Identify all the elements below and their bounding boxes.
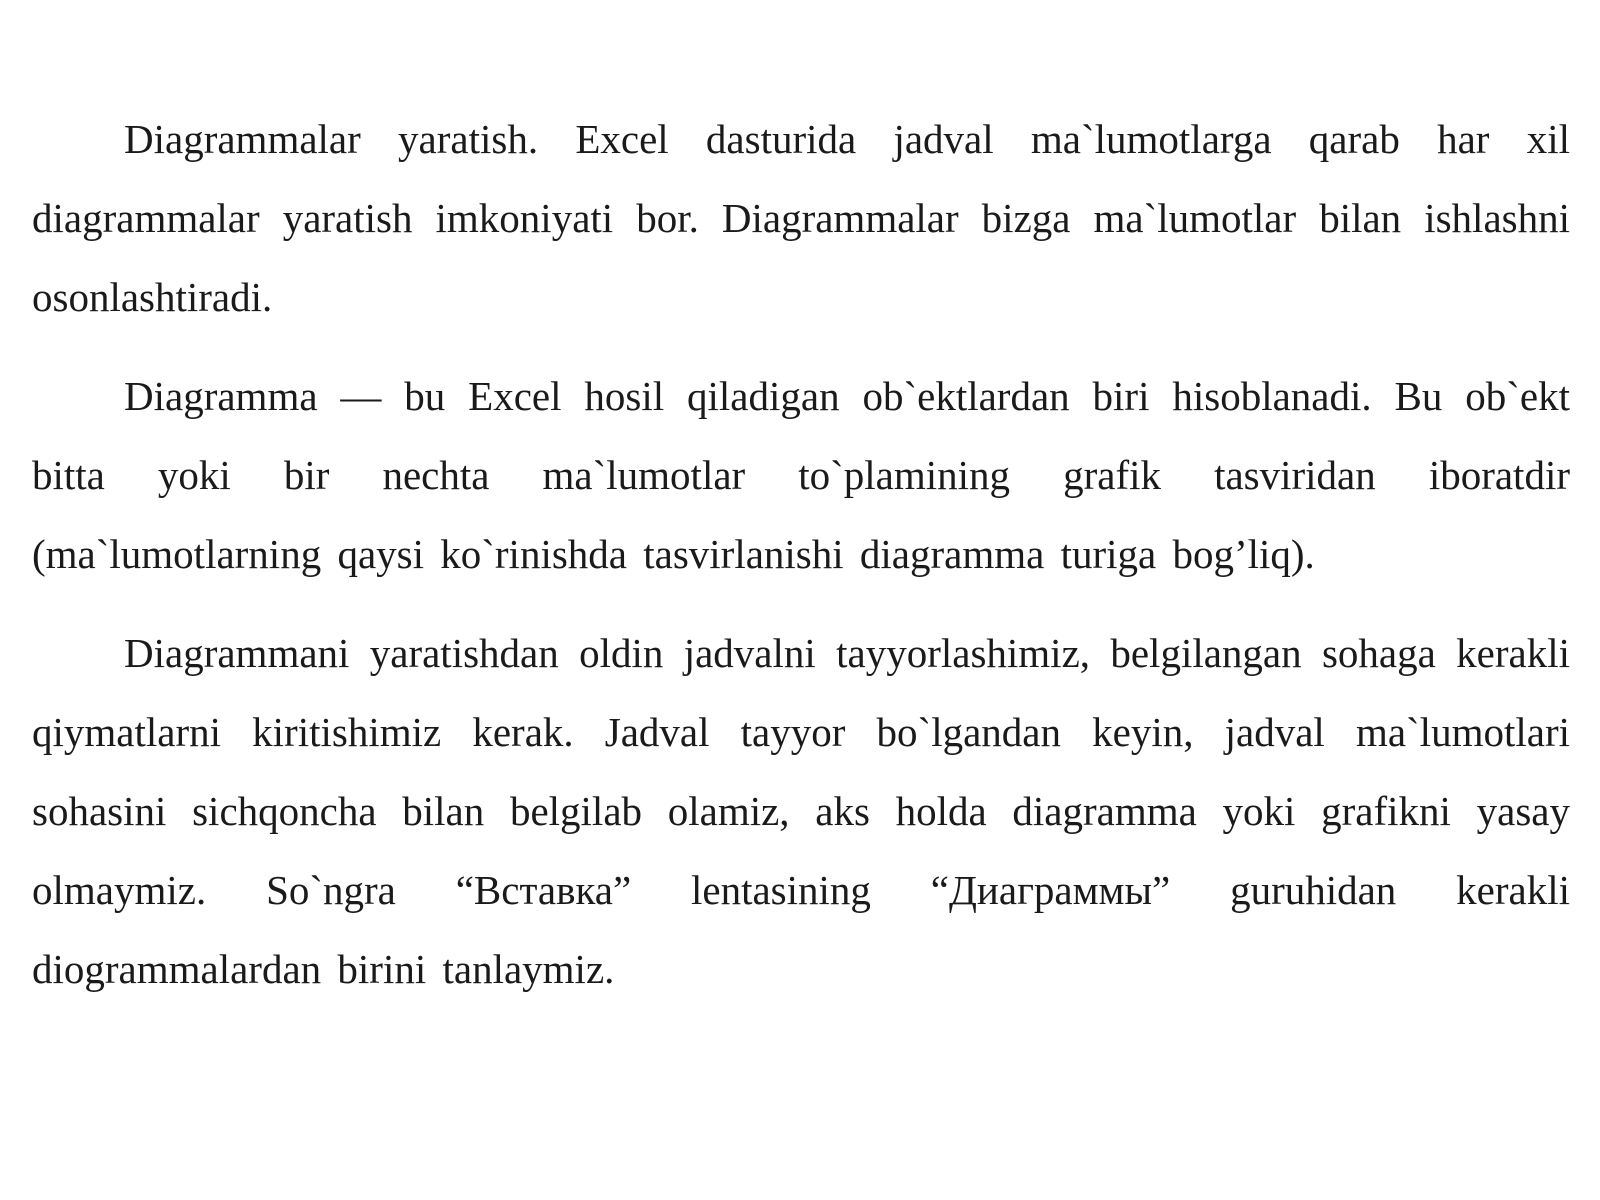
paragraph-diagram-creation: Diagrammalar yaratish. Excel dasturida jadval ma`lumotlarga qarab har xil diagrammalar yaratish imkoniyati bor. Diagrammalar bizga ma`lumotlar bilan ishlashni osonlashtiradi.: [32, 116, 1570, 320]
paragraph-diagram-definition: Diagramma — bu Excel hosil qiladigan ob`ektlardan biri hisoblanadi. Bu ob`ekt bitta yoki bir nechta ma`lumotlar to`plamining grafik tasviridan iboratdir (ma`lumotlarning qaysi ko`rinishda tasvirlanishi diagramma turiga bog’liq).: [32, 373, 1570, 577]
paragraph-diagram-steps: Diagrammani yaratishdan oldin jadvalni tayyorlashimiz, belgilangan sohaga kerakli qiymatlarni kiritishimiz kerak. Jadval tayyor bo`lgandan keyin, jadval ma`lumotlari sohasini sichqoncha bilan belgilab olamiz, aks holda diagramma yoki grafikni yasay olmaymiz. So`ngra “Вставка” lentasining “Диаграммы” guruhidan kerakli diogrammalardan birini tanlaymiz.: [32, 630, 1570, 992]
document-page: [32, 100, 1570, 1029]
